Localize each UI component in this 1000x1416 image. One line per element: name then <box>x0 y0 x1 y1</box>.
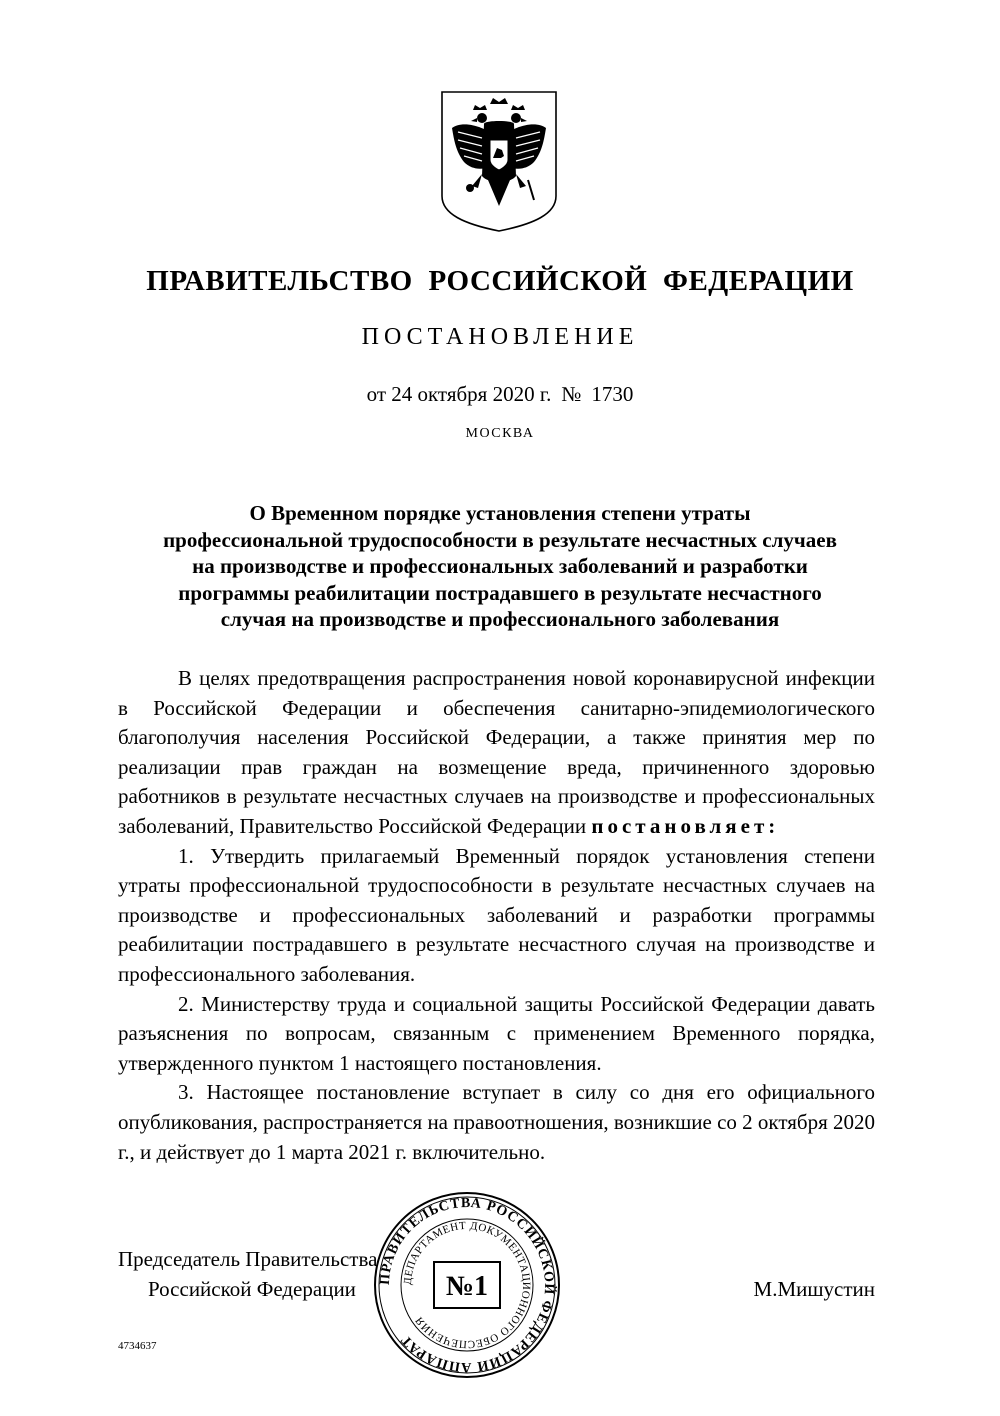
stamp-outer-text: ПРАВИТЕЛЬСТВА РОССИЙСКОЙ ФЕДЕРАЦИИ АППАРАТ <box>377 1195 557 1375</box>
document-date: от 24 октября 2020 г. <box>366 382 552 406</box>
subject-line: на производстве и профессиональных заболеваний и разработки <box>192 554 808 578</box>
document-type: ПОСТАНОВЛЕНИЕ <box>361 324 639 350</box>
subject-line: профессиональной трудоспособности в результате несчастных случаев <box>163 527 837 552</box>
official-seal-stamp <box>372 1190 562 1380</box>
subject-line: случая на производстве и профессионального заболевания <box>220 607 780 631</box>
decree-item-2: 2. Министерству труда и социальной защиты Российской Федерации давать разъяснения по вопросам, связанным с применением Временного порядка, утвержденного пунктом 1 настоящего постановления. <box>118 991 875 1075</box>
subject-line: программы реабилитации пострадавшего в результате несчастного <box>178 580 822 605</box>
organization-title: ПРАВИТЕЛЬСТВО РОССИЙСКОЙ ФЕДЕРАЦИИ <box>146 265 854 297</box>
decree-item-1: 1. Утвердить прилагаемый Временный порядок установления степени утраты профессиональной трудоспособности в результате несчастных случаев на производстве и профессиональных заболеваний и разработки программы реабилитации пострадавшего в результате несчастного случая на производстве и профессионального заболевания. <box>118 843 875 986</box>
decree-item-3: 3. Настоящее постановление вступает в силу со дня его официального опубликования, распространяется на правоотношения, возникшие со 2 октября 2020 г., и действует до 1 марта 2021 г. включительно. <box>118 1080 875 1164</box>
stamp-inner-text: ДЕПАРТАМЕНТ ДОКУМЕНТАЦИОННОГО ОБЕСПЕЧЕНИЯ <box>401 1219 533 1351</box>
preamble-text: В целях предотвращения распространения новой коронавирусной инфекции в Российской Федерации и обеспечения санитарно-эпидемиологического благополучия населения Российской Федерации, а также принятия мер по реализации прав граждан на возмещение вреда, причиненного здоровью работников в результате несчастных случаев на производстве и профессиональных заболеваний, Правительство Российской Федерации <box>118 666 875 838</box>
signer-position-line2: Российской Федерации <box>148 1277 356 1301</box>
number-sign: № <box>561 382 582 406</box>
decree-word: постановляет: <box>591 813 780 838</box>
stamp-center-number: №1 <box>445 1271 489 1302</box>
date-number-line <box>0 382 1000 407</box>
document-number: 1730 <box>591 382 634 406</box>
subject-line: О Временном порядке установления степени утраты <box>249 501 751 525</box>
city: МОСКВА <box>465 426 535 441</box>
document-code: 4734637 <box>118 1340 157 1352</box>
signer-name: М.Мишустин <box>753 1277 875 1301</box>
signer-position-line1: Председатель Правительства <box>118 1247 378 1271</box>
preamble-paragraph <box>118 664 875 842</box>
document-body <box>118 664 875 1167</box>
coat-of-arms-emblem <box>438 88 560 234</box>
document-subject <box>110 500 890 633</box>
